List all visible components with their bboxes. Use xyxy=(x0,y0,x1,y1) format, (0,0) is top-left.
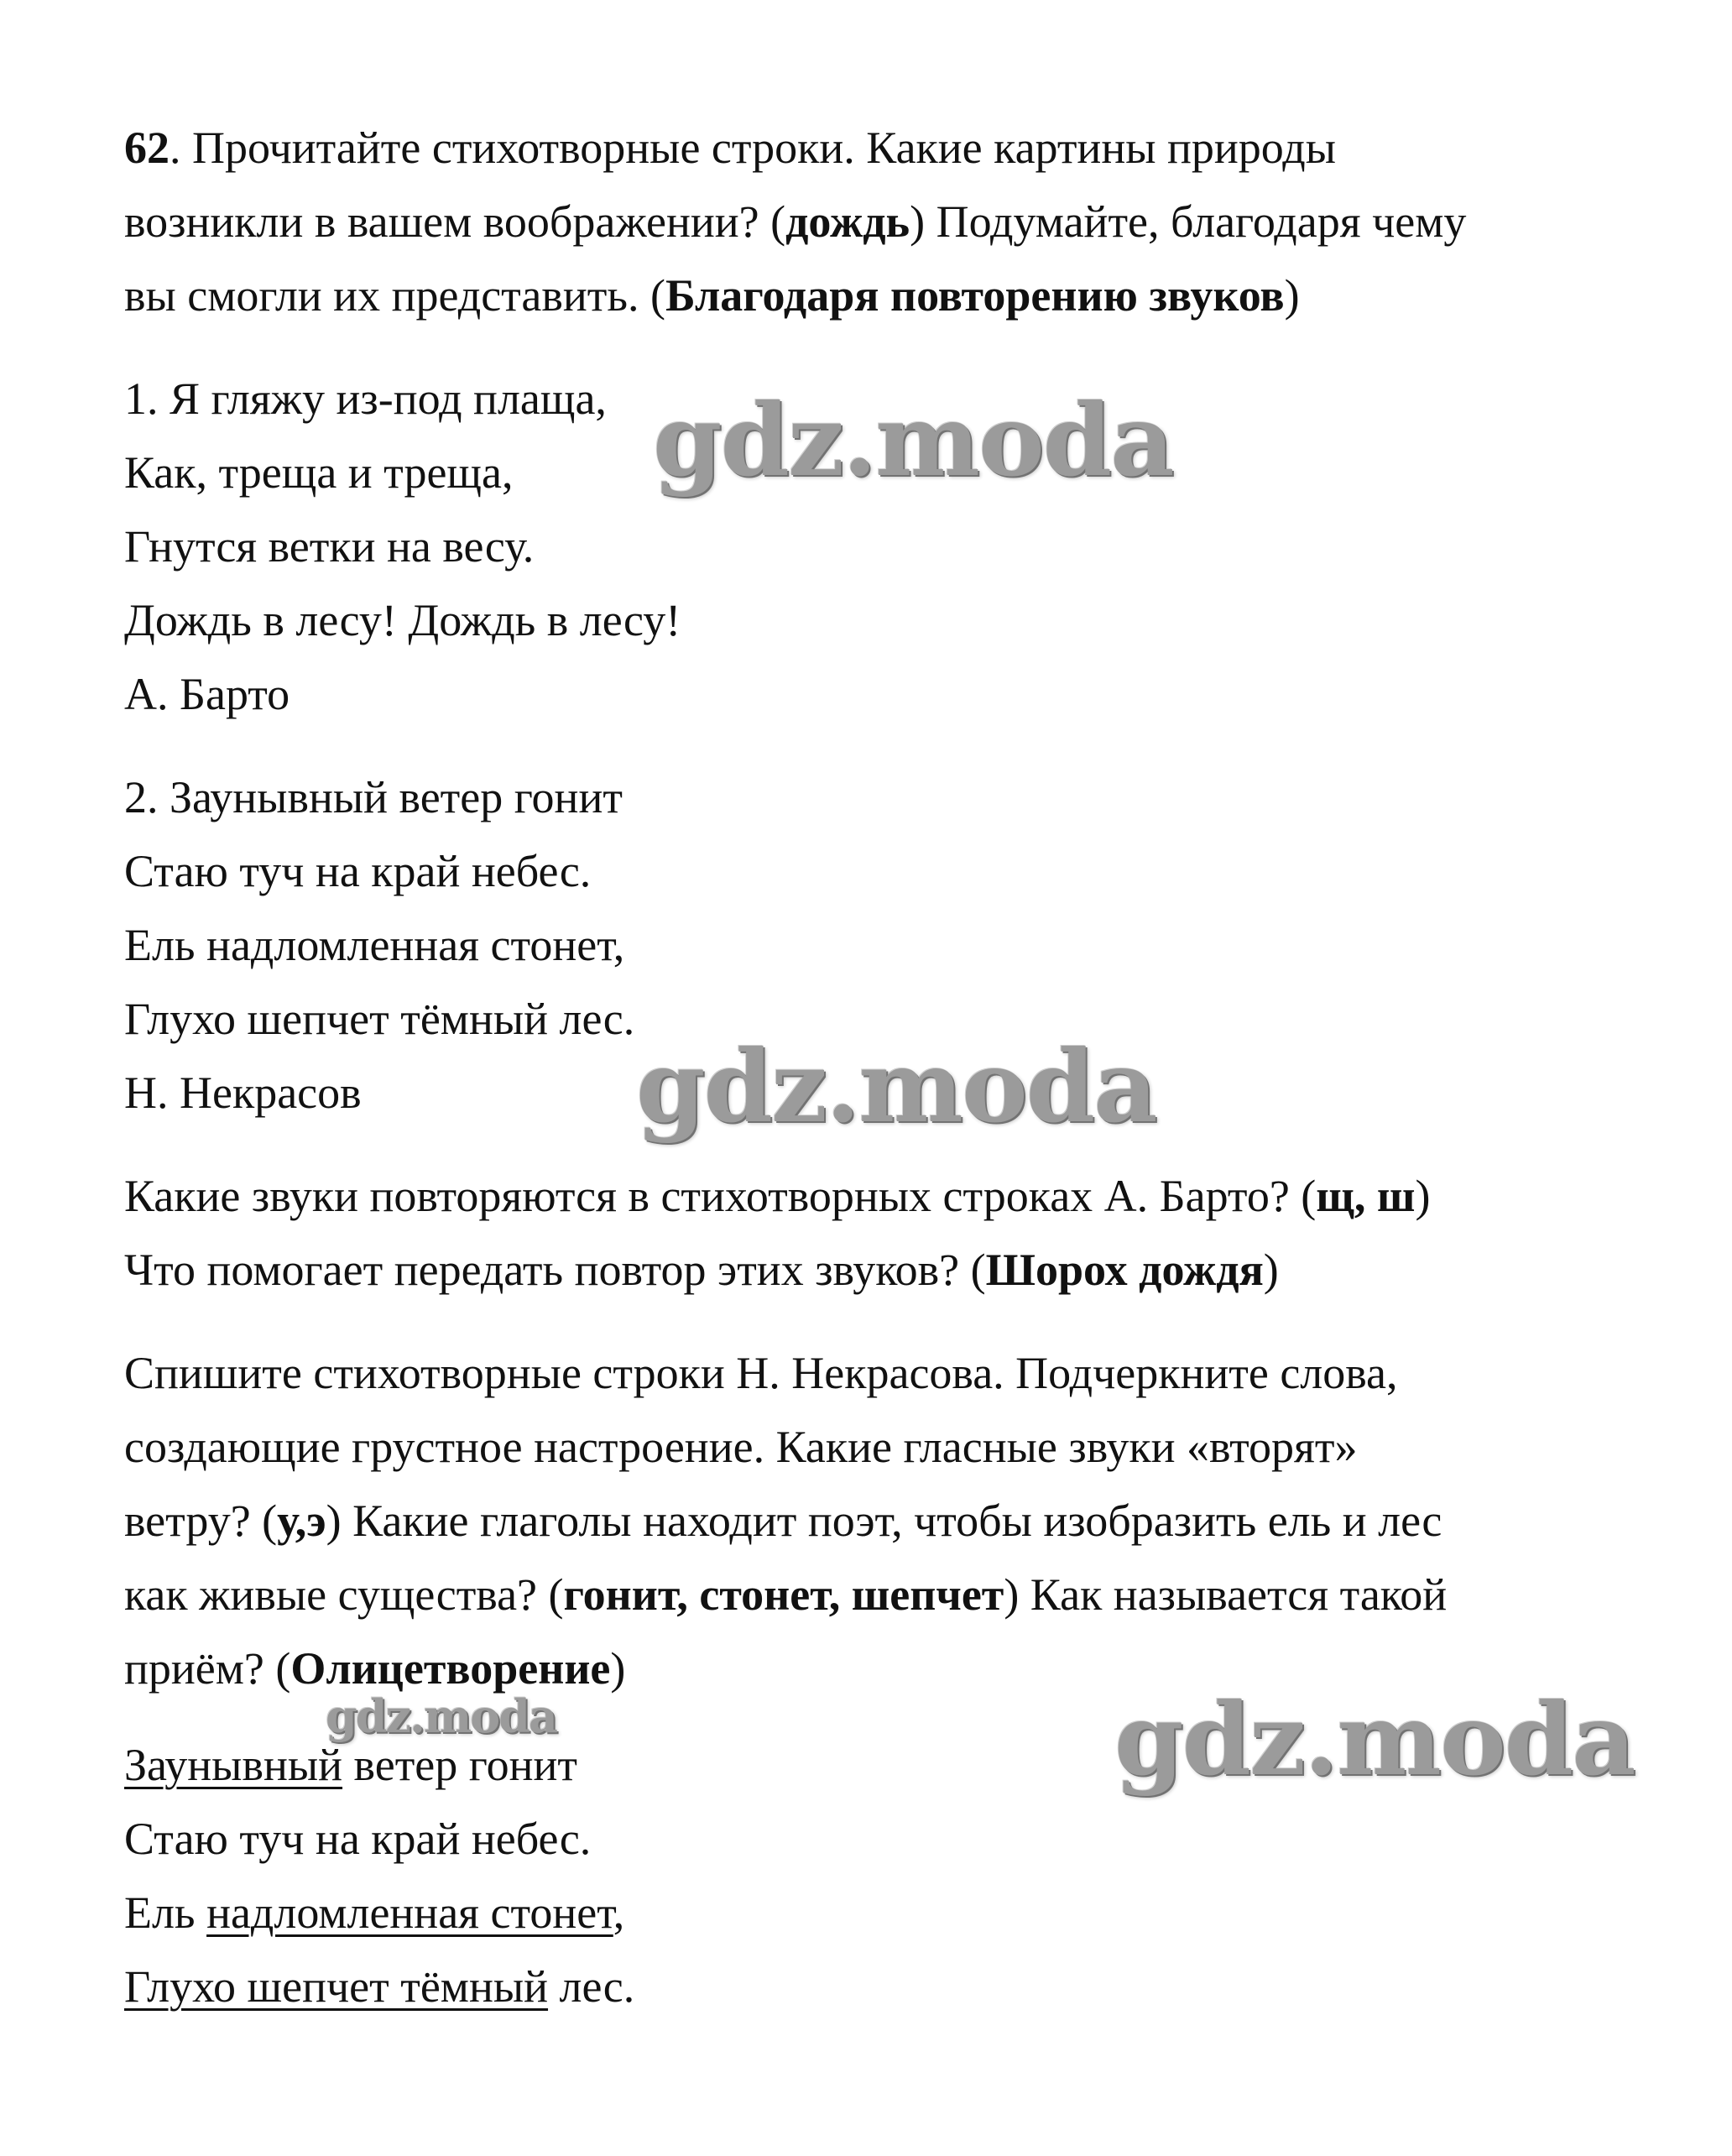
poem2-line: Стаю туч на край небес. xyxy=(124,846,592,896)
poem2-line: 2. Заунывный ветер гонит xyxy=(124,772,623,822)
poem1-line: Гнутся ветки на весу. xyxy=(124,521,535,572)
poem2-line: Глухо шепчет тёмный лес. xyxy=(124,994,635,1044)
poem2-author: Н. Некрасов xyxy=(124,1068,362,1118)
poem1-author: А. Барто xyxy=(124,669,290,719)
copied-poem-line: Стаю туч на край небес. xyxy=(124,1814,592,1864)
task-line-1: 62. Прочитайте стихотворные строки. Какие картины природы xyxy=(124,123,1336,173)
answer-rustle: Шорох дождя xyxy=(985,1245,1264,1295)
answer-sound-repetition: Благодаря повторению звуков xyxy=(665,270,1285,321)
copied-poem-line: Ель надломленная стонет, xyxy=(124,1887,625,1938)
poem1-line: Дождь в лесу! Дождь в лесу! xyxy=(124,595,681,645)
question-line: Спишите стихотворные строки Н. Некрасова. Подчеркните слова, xyxy=(124,1348,1398,1398)
underlined-words: надломленная стонет xyxy=(206,1887,613,1938)
copied-poem-line: Глухо шепчет тёмный лес. xyxy=(124,1961,635,2012)
copied-poem-line: Заунывный ветер гонит xyxy=(124,1740,577,1790)
poem1-line: 1. Я гляжу из-под плаща, xyxy=(124,373,607,424)
question-line: Что помогает передать повтор этих звуков? (Шорох дождя) xyxy=(124,1245,1279,1295)
question-line: создающие грустное настроение. Какие гласные звуки «вторят» xyxy=(124,1422,1358,1472)
question-line: Какие звуки повторяются в стихотворных строках А. Барто? (щ, ш) xyxy=(124,1171,1431,1221)
underlined-words: Глухо шепчет тёмный xyxy=(124,1961,549,2012)
watermark: gdz.moda xyxy=(1114,1681,1635,1798)
question-line: ветру? (у,э) Какие глаголы находит поэт, чтобы изобразить ель и лес xyxy=(124,1496,1442,1546)
task-number: 62 xyxy=(124,123,170,173)
answer-rain: дождь xyxy=(785,196,910,247)
answer-vowels: у,э xyxy=(277,1496,326,1546)
underlined-word: Заунывный xyxy=(124,1740,343,1790)
task-line-2: возникли в вашем воображении? (дождь) Подумайте, благодаря чему xyxy=(124,196,1467,247)
poem2-line: Ель надломленная стонет, xyxy=(124,920,625,970)
watermark: gdz.moda xyxy=(326,1689,556,1743)
answer-verbs: гонит, стонет, шепчет xyxy=(563,1569,1004,1620)
poem1-line: Как, треща и треща, xyxy=(124,447,514,498)
task-line-3: вы смогли их представить. (Благодаря повторению звуков) xyxy=(124,270,1300,321)
watermark: gdz.moda xyxy=(653,382,1173,499)
question-line: приём? (Олицетворение) xyxy=(124,1643,626,1694)
answer-personification: Олицетворение xyxy=(290,1643,611,1694)
answer-sounds: щ, ш xyxy=(1316,1171,1416,1221)
question-line: как живые существа? (гонит, стонет, шепчет) Как называется такой xyxy=(124,1569,1448,1620)
watermark: gdz.moda xyxy=(636,1028,1156,1145)
